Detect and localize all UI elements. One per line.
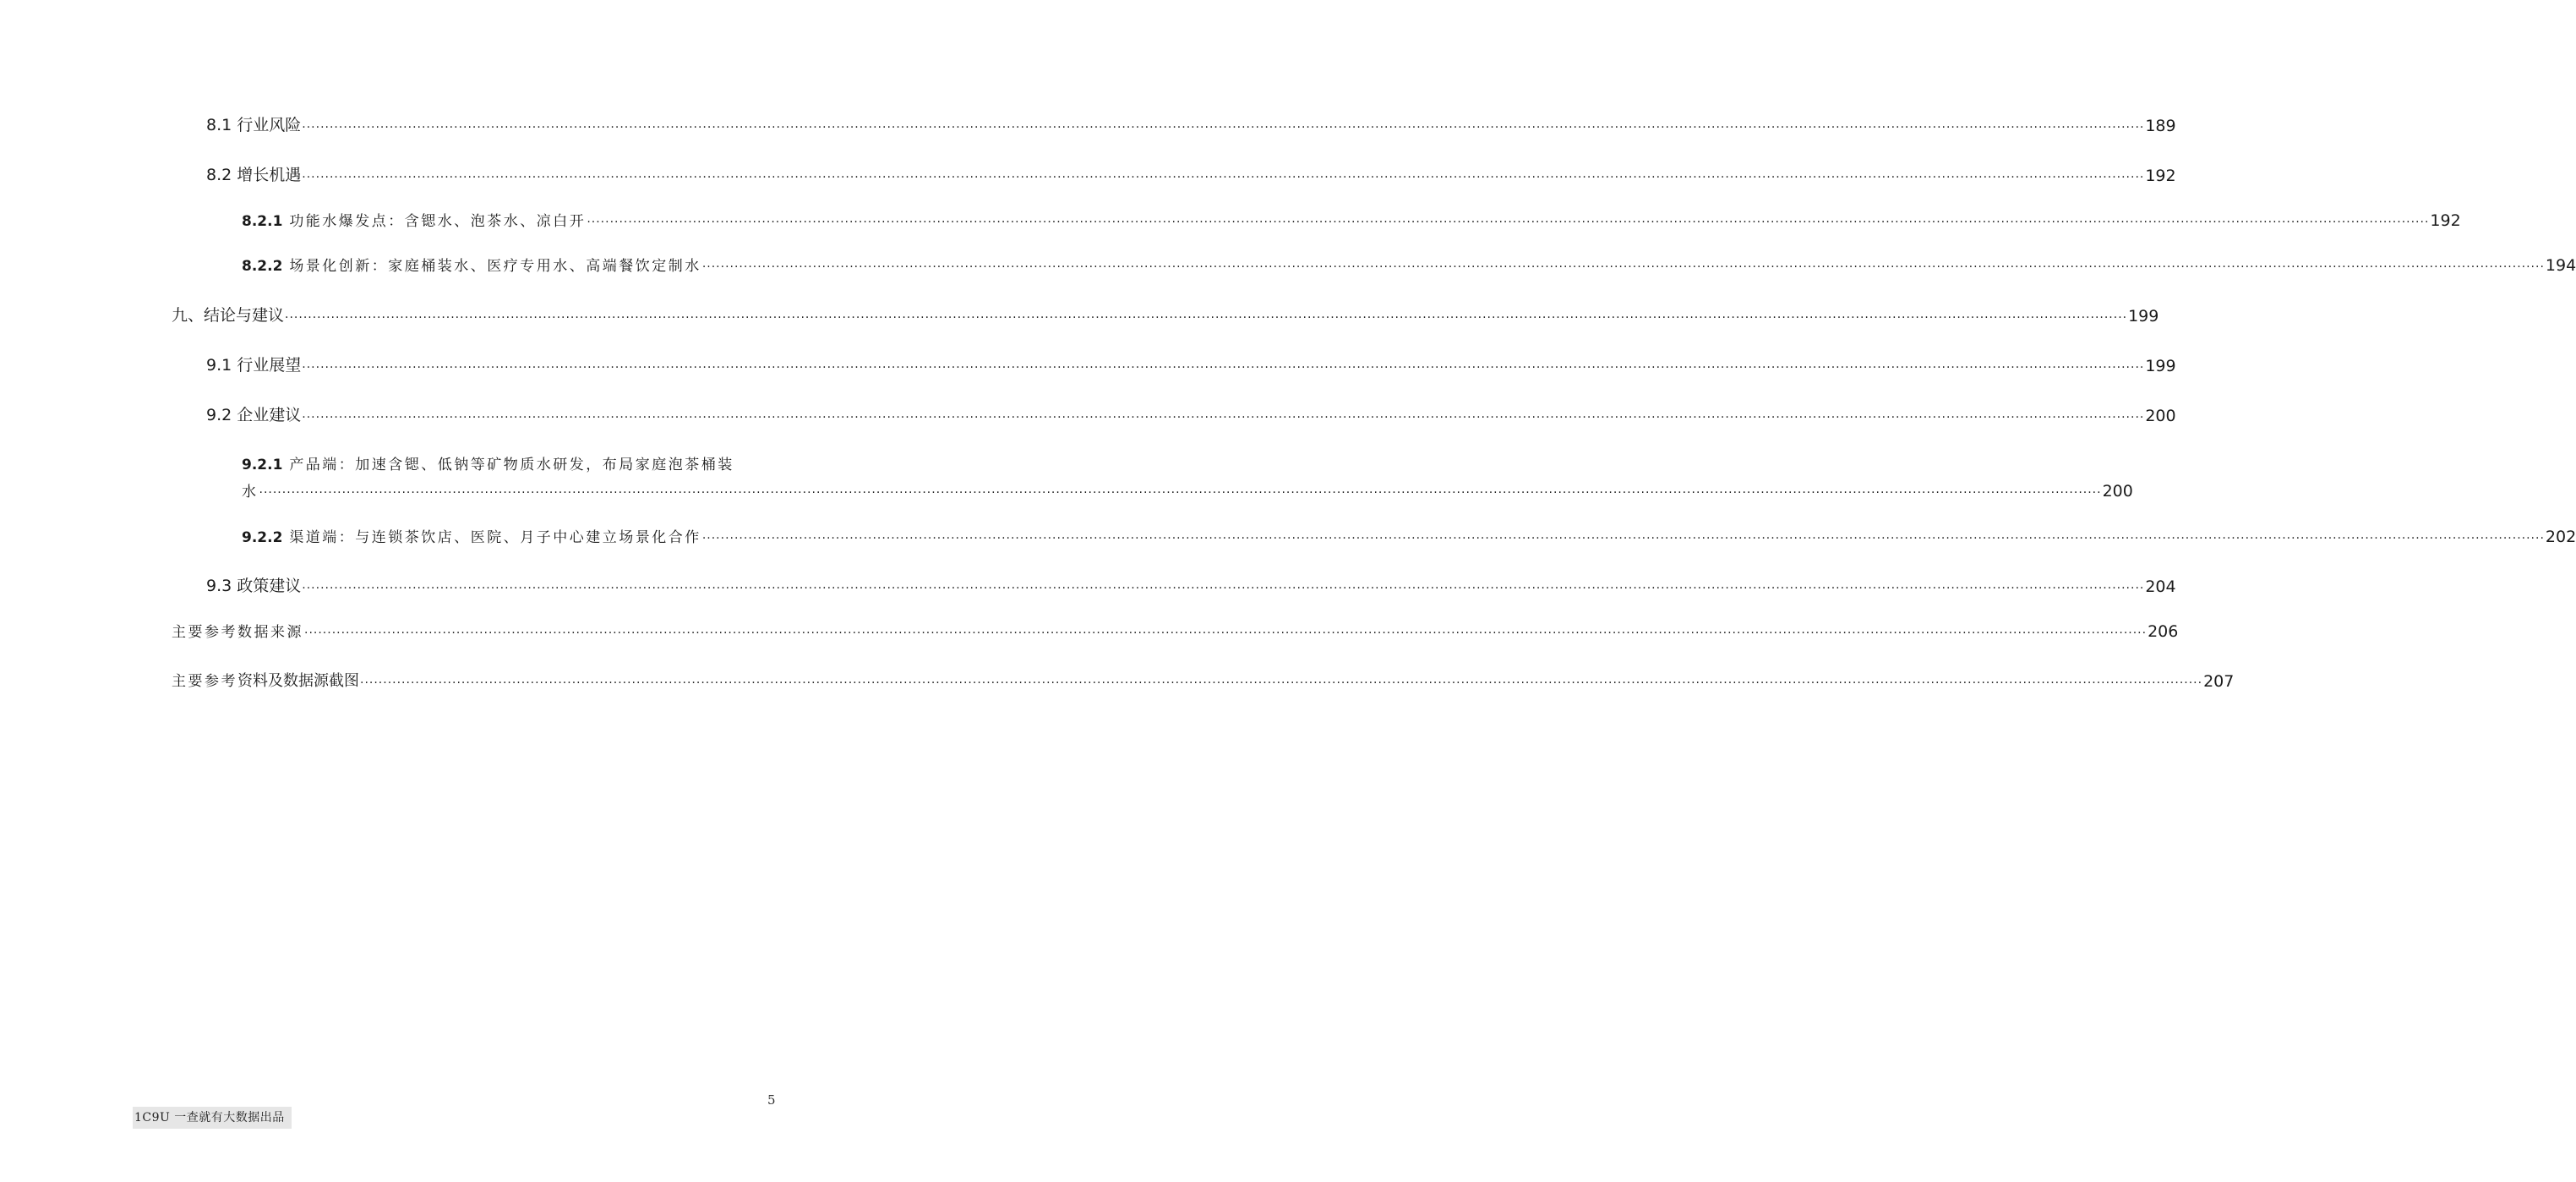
toc-entry[interactable] <box>242 479 2133 501</box>
toc-entry-page: 199 <box>2145 357 2176 375</box>
toc-entry-title <box>242 525 701 546</box>
toc-entry-continuation: 水 <box>242 484 259 501</box>
toc-entry-number: 9.2.2 <box>242 529 283 546</box>
toc-entry[interactable] <box>206 402 2176 425</box>
toc-entry[interactable] <box>242 209 2461 230</box>
toc-entry-page: 192 <box>2145 167 2176 185</box>
page-number: 5 <box>767 1092 776 1108</box>
footer-brand: 1C9U 一查就有大数据出品 <box>133 1107 292 1129</box>
toc-entry-page: 200 <box>2102 482 2133 501</box>
toc-leader-dots: ................................................................................................................................................................................................................................................................................................................................................................................................................ <box>701 257 2545 271</box>
toc-leader-dots: ................................................................................................................................................................................................................................................................................................................................................................................................................ <box>304 623 2148 637</box>
toc-entry-title <box>242 254 701 275</box>
toc-entry-title <box>172 669 359 691</box>
toc-entry[interactable] <box>206 353 2176 375</box>
toc-entry-page: 202 <box>2545 528 2576 546</box>
toc-entry[interactable] <box>242 525 2576 546</box>
toc-entry[interactable] <box>206 112 2176 135</box>
toc-entry-page: 189 <box>2145 117 2176 135</box>
toc-entry-title: 9.3 政策建议 <box>206 577 302 595</box>
toc-leader-dots: ................................................................................................................................................................................................................................................................................................................................................................................................................ <box>302 358 2145 371</box>
toc-entry-title: 8.2 增长机遇 <box>206 166 302 184</box>
toc-entry-text: 渠道端：与连锁茶饮店、医院、月子中心建立场景化合作 <box>289 529 701 546</box>
toc-entry-page: 204 <box>2145 577 2176 596</box>
toc-entry[interactable] <box>242 254 2576 275</box>
toc-leader-dots: ................................................................................................................................................................................................................................................................................................................................................................................................................ <box>302 167 2145 181</box>
toc-entry[interactable] <box>206 162 2176 185</box>
toc-entry-title[interactable] <box>242 452 734 473</box>
toc-entry-page: 200 <box>2145 407 2176 425</box>
toc-entry-text: 产品端：加速含锶、低钠等矿物质水研发，布局家庭泡茶桶装 <box>289 457 734 473</box>
toc-entry-title: 9.1 行业展望 <box>206 356 302 375</box>
toc-entry-text: 场景化创新：家庭桶装水、医疗专用水、高端餐饮定制水 <box>289 258 701 275</box>
toc-entry-text: 功能水爆发点：含锶水、泡茶水、凉白开 <box>289 213 587 230</box>
toc-leader-dots: ................................................................................................................................................................................................................................................................................................................................................................................................................ <box>701 528 2545 542</box>
toc-entry-page: 199 <box>2128 307 2159 326</box>
toc-entry[interactable] <box>172 620 2179 641</box>
toc-entry[interactable] <box>172 669 2235 691</box>
toc-entry-page: 207 <box>2203 672 2235 691</box>
toc-leader-dots: ................................................................................................................................................................................................................................................................................................................................................................................................................ <box>259 483 2102 496</box>
toc-entry-number: 8.2.2 <box>242 258 283 275</box>
toc-leader-dots: ................................................................................................................................................................................................................................................................................................................................................................................................................ <box>302 118 2145 131</box>
toc-entry-page: 194 <box>2545 256 2576 275</box>
toc-leader-dots: ................................................................................................................................................................................................................................................................................................................................................................................................................ <box>302 578 2145 592</box>
toc-entry-number: 9.2.1 <box>242 457 283 473</box>
toc-entry-title: 9.2 企业建议 <box>206 406 302 424</box>
toc-entry-text-emphasis: 资料及数据源截图 <box>237 672 359 690</box>
toc-leader-dots: ................................................................................................................................................................................................................................................................................................................................................................................................................ <box>285 308 2128 321</box>
toc-leader-dots: ................................................................................................................................................................................................................................................................................................................................................................................................................ <box>360 673 2203 687</box>
toc-entry-title <box>242 209 586 230</box>
toc-entry-title: 主要参考数据来源 <box>172 624 303 641</box>
toc-leader-dots: ................................................................................................................................................................................................................................................................................................................................................................................................................ <box>302 408 2145 421</box>
toc-entry-title: 8.1 行业风险 <box>206 116 302 134</box>
toc-leader-dots: ................................................................................................................................................................................................................................................................................................................................................................................................................ <box>587 212 2430 226</box>
toc-entry-text: 主要参考 <box>172 673 237 690</box>
toc-entry-page: 206 <box>2148 622 2179 641</box>
toc-entry-title: 九、结论与建议 <box>172 306 285 325</box>
toc-entry[interactable] <box>206 573 2176 596</box>
toc-entry[interactable] <box>172 303 2159 326</box>
toc-entry-page: 192 <box>2430 211 2461 230</box>
toc-entry-number: 8.2.1 <box>242 213 283 230</box>
